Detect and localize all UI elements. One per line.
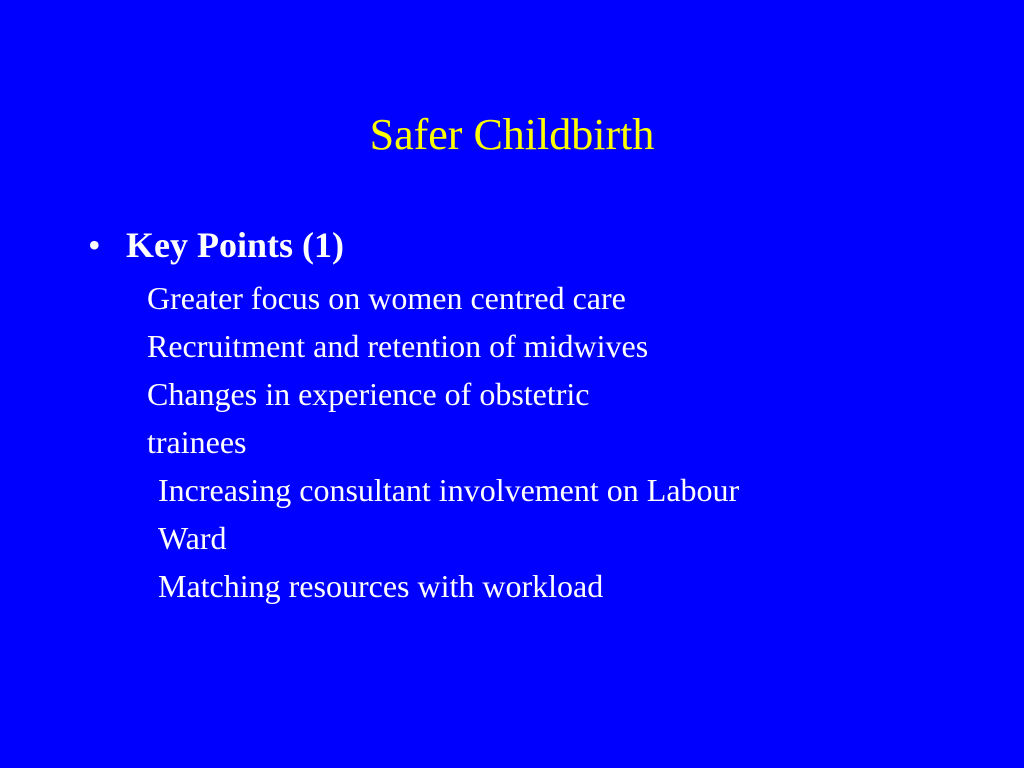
point-line-1: Greater focus on women centred care (147, 280, 626, 316)
bullet-item-key-points (88, 222, 344, 268)
slide-title: Safer Childbirth (369, 110, 655, 159)
point-line-2: Recruitment and retention of midwives (147, 328, 649, 364)
bullet-heading: Key Points (1) (126, 225, 344, 265)
point-line-7: Matching resources with workload (158, 568, 604, 604)
point-line-6: Ward (158, 520, 227, 556)
point-line-4: trainees (147, 424, 247, 460)
point-line-5: Increasing consultant involvement on Labour (158, 472, 740, 508)
point-line-3: Changes in experience of obstetric (147, 376, 590, 412)
bullet-icon: • (88, 225, 101, 265)
